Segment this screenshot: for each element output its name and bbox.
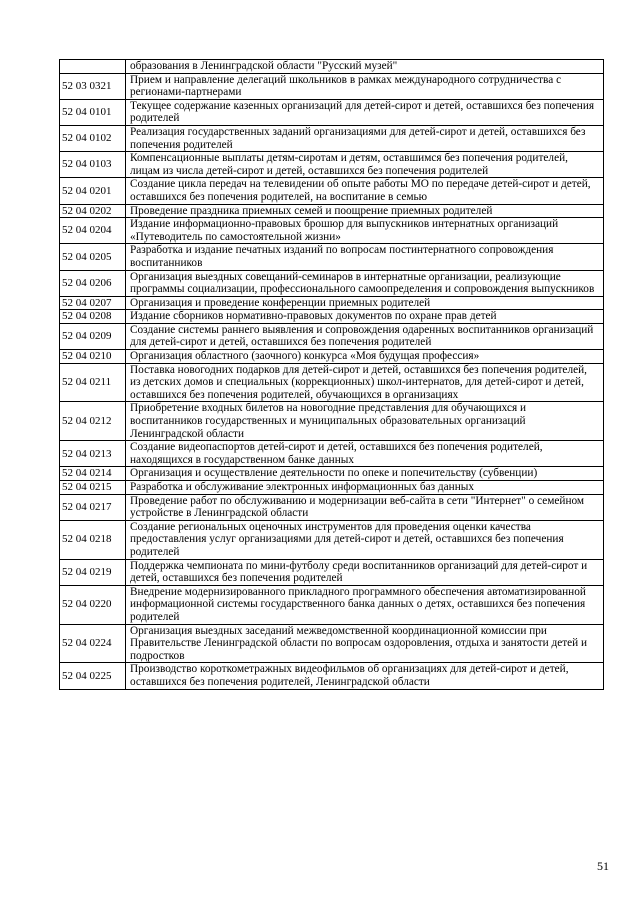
table-row bbox=[60, 244, 604, 270]
table-row bbox=[60, 99, 604, 125]
table-row bbox=[60, 520, 604, 559]
row-code: 52 04 0210 bbox=[60, 350, 126, 364]
table-row bbox=[60, 125, 604, 151]
row-code: 52 04 0213 bbox=[60, 441, 126, 467]
row-description: Реализация государственных заданий организациями для детей-сирот и детей, оставшихся без попечения родителей bbox=[126, 125, 604, 151]
table-row bbox=[60, 559, 604, 585]
table-row bbox=[60, 218, 604, 244]
table-row bbox=[60, 624, 604, 663]
table-row bbox=[60, 178, 604, 204]
row-description: Прием и направление делегаций школьников в рамках международного сотрудничества с регионами-партнерами bbox=[126, 73, 604, 99]
row-code: 52 04 0208 bbox=[60, 310, 126, 324]
table-row bbox=[60, 296, 604, 310]
table-body bbox=[60, 60, 604, 690]
row-description: Производство короткометражных видеофильмов об организациях для детей-сирот и детей, оставшихся без попечения родителей, Ленинградской области bbox=[126, 663, 604, 689]
row-description: Поддержка чемпионата по мини-футболу среди воспитанников организаций для детей-сирот и детей, оставшихся без попечения родителей bbox=[126, 559, 604, 585]
row-description: Издание сборников нормативно-правовых документов по охране прав детей bbox=[126, 310, 604, 324]
table-row bbox=[60, 270, 604, 296]
row-code: 52 04 0217 bbox=[60, 494, 126, 520]
row-description: Компенсационные выплаты детям-сиротам и детям, оставшимся без попечения родителей, лицам из числа детей-сирот и детей, оставшихся без попечения родителей bbox=[126, 152, 604, 178]
row-description: Организация и осуществление деятельности по опеке и попечительству (субвенции) bbox=[126, 467, 604, 481]
row-code: 52 04 0205 bbox=[60, 244, 126, 270]
row-description: Создание видеопаспортов детей-сирот и детей, оставшихся без попечения родителей, находящихся в государственном банке данных bbox=[126, 441, 604, 467]
row-code: 52 04 0220 bbox=[60, 585, 126, 624]
table-row bbox=[60, 152, 604, 178]
row-code: 52 04 0202 bbox=[60, 204, 126, 218]
row-code: 52 04 0212 bbox=[60, 402, 126, 441]
row-description: Создание региональных оценочных инструментов для проведения оценки качества предоставления услуг организациями для детей-сирот и детей, оставшихся без попечения родителей bbox=[126, 520, 604, 559]
row-description: Приобретение входных билетов на новогодние представления для обучающихся и воспитанников государственных и муниципальных образовательных организаций Ленинградской области bbox=[126, 402, 604, 441]
row-code: 52 04 0215 bbox=[60, 481, 126, 495]
row-code: 52 04 0207 bbox=[60, 296, 126, 310]
row-code: 52 04 0219 bbox=[60, 559, 126, 585]
row-code bbox=[60, 60, 126, 74]
row-description: Издание информационно-правовых брошюр для выпускников интернатных организаций «Путеводитель по самостоятельной жизни» bbox=[126, 218, 604, 244]
row-description: Поставка новогодних подарков для детей-сирот и детей, оставшихся без попечения родителей, из детских домов и специальных (коррекционных) школ-интернатов, для детей-сирот и детей, оставшихся без попечения родителей, обучающихся в организациях bbox=[126, 363, 604, 402]
table-row bbox=[60, 481, 604, 495]
table-row bbox=[60, 494, 604, 520]
row-code: 52 04 0214 bbox=[60, 467, 126, 481]
row-description: Текущее содержание казенных организаций для детей-сирот и детей, оставшихся без попечения родителей bbox=[126, 99, 604, 125]
table-row bbox=[60, 60, 604, 74]
table-row bbox=[60, 585, 604, 624]
page-number: 51 bbox=[597, 859, 609, 873]
row-description: Разработка и издание печатных изданий по вопросам постинтернатного сопровождения воспитанников bbox=[126, 244, 604, 270]
row-description: Разработка и обслуживание электронных информационных баз данных bbox=[126, 481, 604, 495]
table-row bbox=[60, 402, 604, 441]
row-code: 52 04 0209 bbox=[60, 323, 126, 349]
row-description: Организация и проведение конференции приемных родителей bbox=[126, 296, 604, 310]
table-row bbox=[60, 441, 604, 467]
row-code: 52 04 0101 bbox=[60, 99, 126, 125]
row-description: Внедрение модернизированного прикладного программного обеспечения автоматизированной информационной системы государственного банка данных о детях, оставшихся без попечения родителей bbox=[126, 585, 604, 624]
table-row bbox=[60, 663, 604, 689]
row-code: 52 04 0103 bbox=[60, 152, 126, 178]
row-description: Организация областного (заочного) конкурса «Моя будущая профессия» bbox=[126, 350, 604, 364]
table-row bbox=[60, 467, 604, 481]
row-code: 52 04 0211 bbox=[60, 363, 126, 402]
row-code: 52 04 0224 bbox=[60, 624, 126, 663]
row-code: 52 04 0102 bbox=[60, 125, 126, 151]
row-code: 52 03 0321 bbox=[60, 73, 126, 99]
budget-codes-table bbox=[59, 59, 604, 690]
row-description: Создание цикла передач на телевидении об опыте работы МО по передаче детей-сирот и детей, оставшихся без попечения родителей, на воспитание в семью bbox=[126, 178, 604, 204]
table-row bbox=[60, 204, 604, 218]
row-description: Проведение праздника приемных семей и поощрение приемных родителей bbox=[126, 204, 604, 218]
table-row bbox=[60, 363, 604, 402]
row-description: Организация выездных заседаний межведомственной координационной комиссии при Правительстве Ленинградской области по вопросам оздоровления, отдыха и занятости детей и подростков bbox=[126, 624, 604, 663]
table-row bbox=[60, 73, 604, 99]
table-row bbox=[60, 350, 604, 364]
table-row bbox=[60, 310, 604, 324]
row-code: 52 04 0204 bbox=[60, 218, 126, 244]
row-description: Проведение работ по обслуживанию и модернизации веб-сайта в сети "Интернет" о семейном устройстве в Ленинградской области bbox=[126, 494, 604, 520]
row-description: образования в Ленинградской области "Русский музей" bbox=[126, 60, 604, 74]
row-code: 52 04 0201 bbox=[60, 178, 126, 204]
row-code: 52 04 0225 bbox=[60, 663, 126, 689]
table-row bbox=[60, 323, 604, 349]
row-code: 52 04 0218 bbox=[60, 520, 126, 559]
row-code: 52 04 0206 bbox=[60, 270, 126, 296]
row-description: Создание системы раннего выявления и сопровождения одаренных воспитанников организаций для детей-сирот и детей, оставшихся без попечения родителей bbox=[126, 323, 604, 349]
row-description: Организация выездных совещаний-семинаров в интернатные организации, реализующие программы социализации, профессионального самоопределения и сопровождения выпускников bbox=[126, 270, 604, 296]
